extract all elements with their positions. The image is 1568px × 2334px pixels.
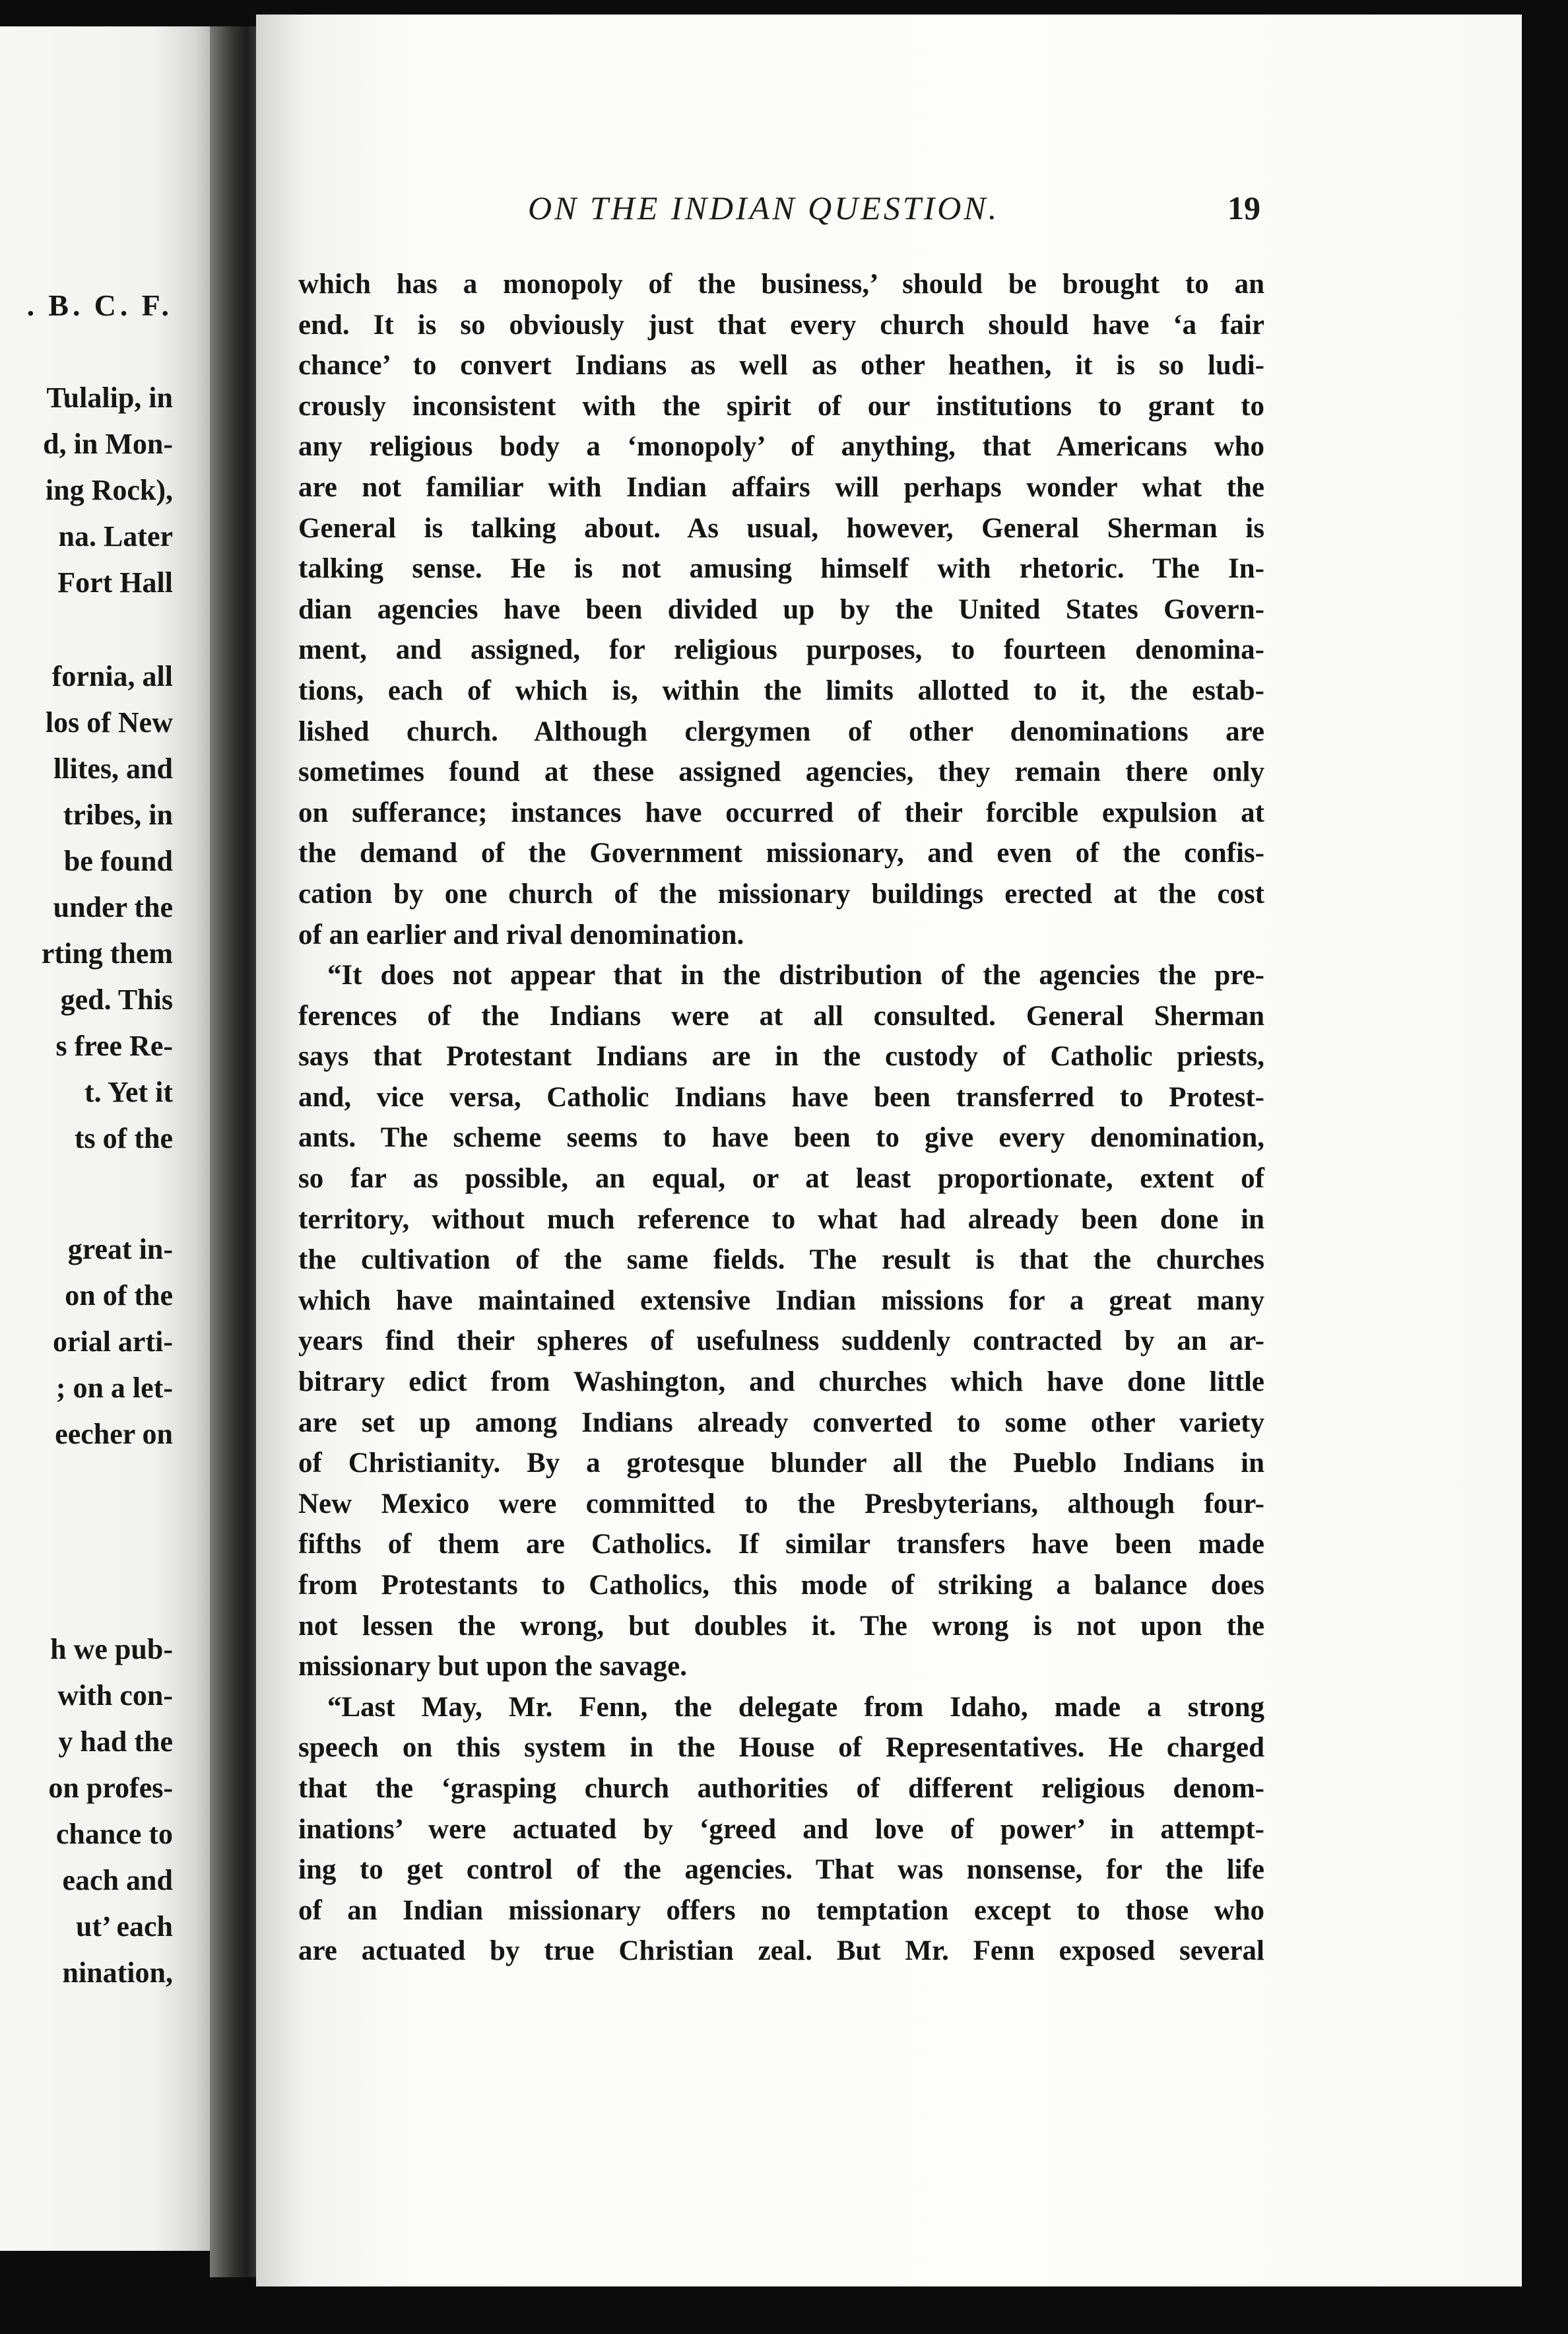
left-page-line: ; on a let- (55, 1372, 173, 1404)
text-line: tions, each of which is, within the limits allotted to it, the estab- (298, 675, 1264, 706)
text-line: “It does not appear that in the distribution of the agencies the pre- (327, 960, 1264, 991)
text-line: and, vice versa, Catholic Indians have been transferred to Protest- (298, 1081, 1264, 1113)
text-line: sometimes found at these assigned agencies, they remain there only (298, 756, 1264, 788)
text-line: not lessen the wrong, but doubles it. The wrong is not upon the (298, 1610, 1264, 1642)
text-line: chance’ to convert Indians as well as other heathen, it is so ludi- (298, 350, 1264, 382)
text-line: ferences of the Indians were at all consulted. General Sherman (298, 1000, 1264, 1032)
text-line: General is talking about. As usual, however, General Sherman is (298, 512, 1264, 544)
text-line: New Mexico were committed to the Presbyterians, although four- (298, 1488, 1264, 1519)
text-line: the cultivation of the same fields. The result is that the churches (298, 1244, 1264, 1276)
paragraph (298, 264, 1264, 955)
text-line: ing to get control of the agencies. That was nonsense, for the life (298, 1854, 1264, 1886)
text-line: dian agencies have been divided up by the United States Govern- (298, 593, 1264, 625)
left-page-line: with con- (51, 1679, 173, 1712)
paragraph (298, 955, 1264, 1687)
running-head (271, 189, 1260, 248)
left-page-line: fornia, all (51, 660, 173, 692)
text-line: end. It is so obviously just that every church should have ‘a fair (298, 309, 1264, 341)
left-page-line: na. Later (58, 520, 173, 552)
left-page-line: llites, and (53, 752, 173, 785)
text-line: the demand of the Government missionary, and even of the confis- (298, 838, 1264, 869)
page-body-text (298, 264, 1264, 1972)
left-page-line: ing Rock), (45, 474, 173, 506)
text-line: on sufferance; instances have occurred of their forcible expulsion at (298, 797, 1264, 828)
text-line: are not familiar with Indian affairs will perhaps wonder what the (298, 471, 1264, 503)
text-line: ment, and assigned, for religious purposes, to fourteen denomina- (298, 634, 1264, 666)
left-page-block (0, 375, 173, 606)
text-line: ants. The scheme seems to have been to give every denomination, (298, 1122, 1264, 1154)
left-page-block (0, 283, 173, 329)
left-page-line: be found (58, 845, 173, 877)
text-line: cation by one church of the missionary buildings erected at the cost (298, 878, 1264, 910)
left-page-line: orial arti- (52, 1325, 173, 1358)
left-page-line: rting them (41, 937, 173, 970)
text-line: missionary but upon the savage. (298, 1651, 687, 1683)
text-line: so far as possible, an equal, or at least proportionate, extent of (298, 1163, 1264, 1195)
left-page-line: Tulalip, in (46, 382, 173, 414)
left-page-line: great in- (61, 1233, 173, 1265)
left-page-line: ut’ each (75, 1910, 173, 1943)
left-page-line: h we pub- (50, 1633, 173, 1665)
text-line: crously inconsistent with the spirit of our institutions to grant to (298, 390, 1264, 422)
text-line: any religious body a ‘monopoly’ of anything, that Americans who (298, 431, 1264, 463)
text-line: bitrary edict from Washington, and churches which have done little (298, 1366, 1264, 1398)
text-line: speech on this system in the House of Representatives. He charged (298, 1732, 1264, 1764)
text-line: inations’ were actuated by ‘greed and love of power’ in attempt- (298, 1813, 1264, 1845)
text-line: are actuated by true Christian zeal. But Mr. Fenn exposed several (298, 1935, 1264, 1967)
text-line: that the ‘grasping church authorities of different religious denom- (298, 1772, 1264, 1804)
text-line: are set up among Indians already converted to some other variety (298, 1407, 1264, 1438)
left-page-line: d, in Mon- (43, 428, 173, 460)
text-line: from Protestants to Catholics, this mode of striking a balance does (298, 1570, 1264, 1601)
left-page-line: eecher on (55, 1418, 173, 1450)
page-number: 19 (1227, 189, 1260, 226)
left-page-block (0, 1226, 173, 1457)
text-line: of an earlier and rival denomination. (298, 919, 744, 950)
previous-page-fragment (0, 26, 221, 2251)
text-line: fifths of them are Catholics. If similar transfers have been made (298, 1529, 1264, 1560)
paragraph (298, 1687, 1264, 1972)
left-page-line: on profes- (48, 1772, 173, 1804)
left-page-line: Fort Hall (51, 566, 173, 599)
left-page-line: ged. This (60, 984, 173, 1016)
left-page-line: ts of the (74, 1122, 173, 1154)
left-page-line: . B. C. F. (16, 288, 173, 322)
text-line: talking sense. He is not amusing himself with rhetoric. The In- (298, 553, 1264, 585)
left-page-line: tribes, in (57, 799, 173, 831)
text-line: says that Protestant Indians are in the custody of Catholic priests, (298, 1041, 1264, 1073)
left-page-line: chance to (55, 1818, 173, 1850)
running-head-title: ON THE INDIAN QUESTION. (528, 189, 1000, 226)
left-page-line: nination, (62, 1956, 173, 1989)
left-page-line: y had the (58, 1725, 173, 1758)
text-line: “Last May, Mr. Fenn, the delegate from Idaho, made a strong (327, 1691, 1264, 1723)
text-line: which has a monopoly of the business,’ should be brought to an (298, 269, 1264, 300)
left-page-line: los of New (45, 706, 173, 739)
left-page-line: under the (47, 891, 173, 923)
left-page-line: each and (56, 1864, 173, 1896)
text-line: of Christianity. By a grotesque blunder all the Pueblo Indians in (298, 1448, 1264, 1479)
left-page-block (0, 1626, 173, 1996)
left-page-line: t. Yet it (84, 1076, 173, 1108)
text-line: years find their spheres of usefulness suddenly contracted by an ar- (298, 1325, 1264, 1357)
text-line: of an Indian missionary offers no temptation except to those who (298, 1894, 1264, 1926)
text-line: territory, without much reference to what had already been done in (298, 1203, 1264, 1235)
left-page-block (0, 653, 173, 1162)
left-page-line: on of the (65, 1279, 173, 1312)
left-page-line: s free Re- (55, 1030, 173, 1062)
text-line: which have maintained extensive Indian missions for a great many (298, 1284, 1264, 1316)
text-line: lished church. Although clergymen of other denominations are (298, 716, 1264, 747)
